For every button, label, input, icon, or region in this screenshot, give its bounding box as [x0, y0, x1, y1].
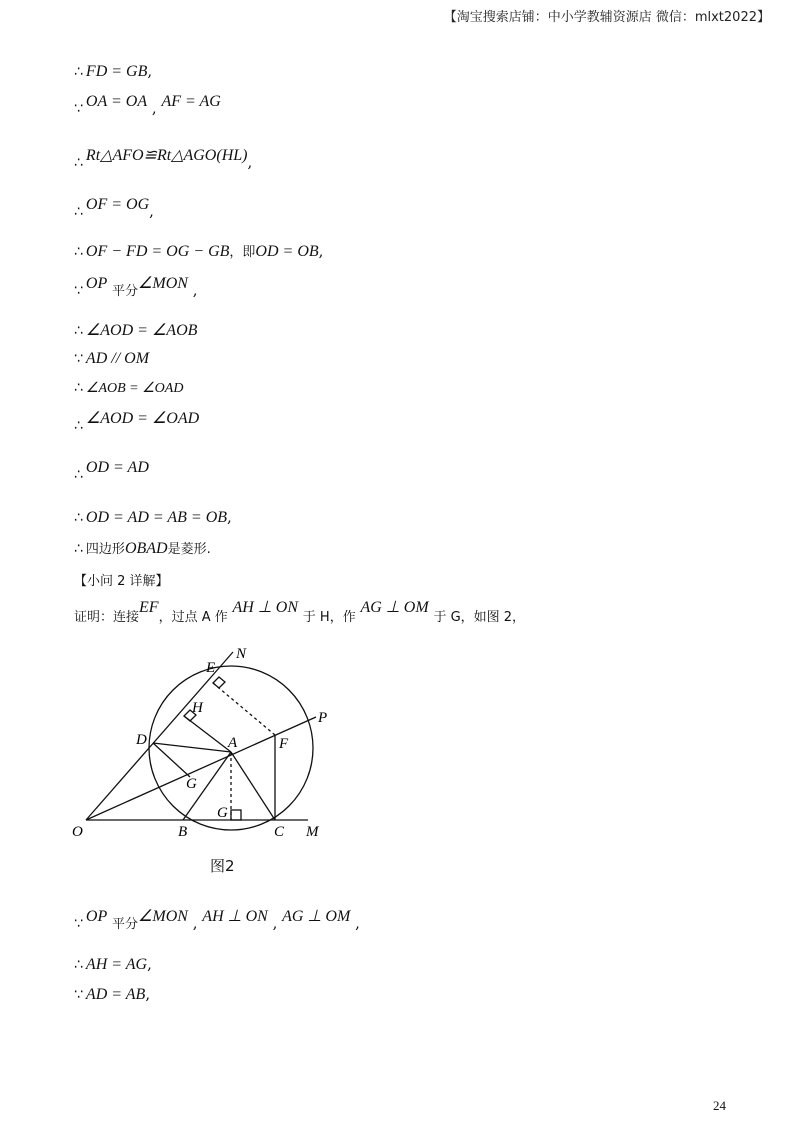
proof-line-2: [74, 92, 221, 117]
label-b: B: [178, 824, 188, 840]
ray-op: [86, 717, 316, 820]
math-expression: OP: [85, 275, 108, 292]
because-symbol: ∵: [74, 987, 83, 1003]
therefore-symbol: ∴: [74, 204, 83, 220]
math-expression: AF = AG: [161, 93, 221, 110]
math-expression: OD = AD: [85, 459, 149, 476]
therefore-symbol: ∴: [74, 467, 83, 483]
math-expression: FD = GB: [85, 63, 148, 80]
text-segment: 是菱形.: [167, 542, 211, 557]
section-heading: 【小问 2 详解】: [74, 574, 169, 589]
right-angle-mark: [213, 677, 225, 688]
right-angle-mark: [231, 810, 241, 820]
math-expression: OA = OA: [85, 93, 148, 110]
therefore-symbol: ∴: [74, 380, 83, 396]
figure-caption: 图2: [210, 857, 235, 875]
geometry-figure: [68, 640, 348, 840]
math-expression: AG ⊥ OM: [360, 599, 429, 616]
label-p: P: [318, 710, 328, 726]
math-expression: OD = AD = AB = OB: [85, 509, 228, 526]
proof-line-10: [74, 408, 200, 434]
proof-line-5: [74, 241, 323, 261]
label-h: H: [192, 700, 203, 716]
proof-line-18: [74, 985, 150, 1004]
math-expression: AD = AB: [85, 986, 146, 1003]
math-expression: ∠AOD = ∠OAD: [85, 410, 200, 427]
text-segment: ，过点 A 作: [158, 610, 228, 625]
proof-line-4: [74, 195, 154, 220]
therefore-symbol: ∴: [74, 64, 83, 80]
label-a: A: [228, 735, 238, 751]
proof-line-15: [74, 599, 526, 626]
label-f: F: [279, 736, 289, 752]
math-expression: AH ⊥ ON: [202, 908, 268, 925]
therefore-symbol: ∴: [74, 510, 83, 526]
math-expression: OD = OB: [255, 243, 319, 260]
punctuation: ,: [192, 914, 198, 932]
math-expression: Rt△AFO≌Rt△AGO(HL): [85, 147, 248, 164]
math-expression: AG ⊥ OM: [282, 908, 351, 925]
because-symbol: ∵: [74, 916, 83, 932]
label-d: D: [136, 732, 147, 748]
text-segment: 于 H，作: [302, 610, 356, 625]
therefore-symbol: ∴: [74, 541, 83, 557]
label-c: C: [274, 824, 285, 840]
therefore-symbol: ∴: [74, 244, 83, 260]
text-segment: 平分: [112, 917, 139, 932]
text-segment: ，即: [229, 245, 256, 260]
punctuation: ,: [145, 985, 151, 1003]
proof-line-9: [74, 378, 183, 397]
math-expression: OF = OG: [85, 196, 150, 213]
text-segment: 平分: [112, 284, 139, 299]
label-o: O: [72, 824, 83, 840]
punctuation: ,: [149, 202, 154, 220]
proof-line-11: [74, 458, 149, 483]
math-expression: AH ⊥ ON: [232, 599, 299, 616]
page-header: 【淘宝搜索店铺：中小学教辅资源店 微信：mlxt2022】: [443, 10, 770, 25]
math-expression: ∠MON: [138, 275, 188, 292]
math-expression: ∠MON: [138, 908, 188, 925]
because-symbol: ∵: [74, 351, 83, 367]
math-expression: EF: [139, 599, 159, 616]
segment-ah: [184, 716, 231, 752]
proof-line-17: [74, 955, 152, 974]
proof-line-6: [74, 273, 198, 299]
page-number: 24: [713, 1098, 726, 1113]
math-expression: OBAD: [124, 540, 168, 557]
therefore-symbol: ∴: [74, 155, 83, 171]
proof-line-1: [74, 62, 152, 81]
proof-line-16: [74, 906, 360, 932]
text-segment: 于 G，如图 2，: [433, 610, 526, 625]
dashed-ef: [213, 683, 275, 735]
proof-line-7: [74, 320, 197, 340]
proof-line-12: [74, 508, 232, 527]
punctuation: ,: [147, 955, 152, 973]
label-n: N: [236, 646, 247, 662]
math-expression: ∠AOB = ∠OAD: [85, 381, 184, 396]
proof-line-3: [74, 145, 253, 171]
math-expression: AD // OM: [85, 350, 150, 367]
proof-line-8: [74, 349, 149, 368]
because-symbol: ∵: [74, 101, 83, 117]
therefore-symbol: ∴: [74, 418, 83, 434]
label-g: G: [186, 776, 197, 792]
punctuation: ,: [272, 914, 278, 932]
label-g-foot: G: [217, 805, 228, 821]
punctuation: ,: [247, 153, 253, 171]
punctuation: ,: [192, 281, 198, 299]
punctuation: ,: [147, 62, 153, 80]
text-segment: 四边形: [85, 542, 125, 557]
text-segment: 证明：连接: [74, 610, 140, 625]
punctuation: ,: [151, 99, 157, 117]
segment-dg: [153, 743, 190, 777]
math-expression: OP: [85, 908, 108, 925]
segment-da: [153, 743, 231, 752]
label-e: E: [206, 660, 216, 676]
math-expression: AH = AG: [85, 956, 148, 973]
therefore-symbol: ∴: [74, 323, 83, 339]
because-symbol: ∵: [74, 283, 83, 299]
math-expression: OF − FD = OG − GB: [85, 243, 230, 260]
proof-line-13: [74, 538, 211, 558]
therefore-symbol: ∴: [74, 957, 83, 973]
label-m: M: [306, 824, 319, 840]
punctuation: ,: [355, 914, 360, 932]
punctuation: ,: [227, 508, 232, 526]
punctuation: ,: [318, 242, 324, 260]
math-expression: ∠AOD = ∠AOB: [85, 322, 198, 339]
